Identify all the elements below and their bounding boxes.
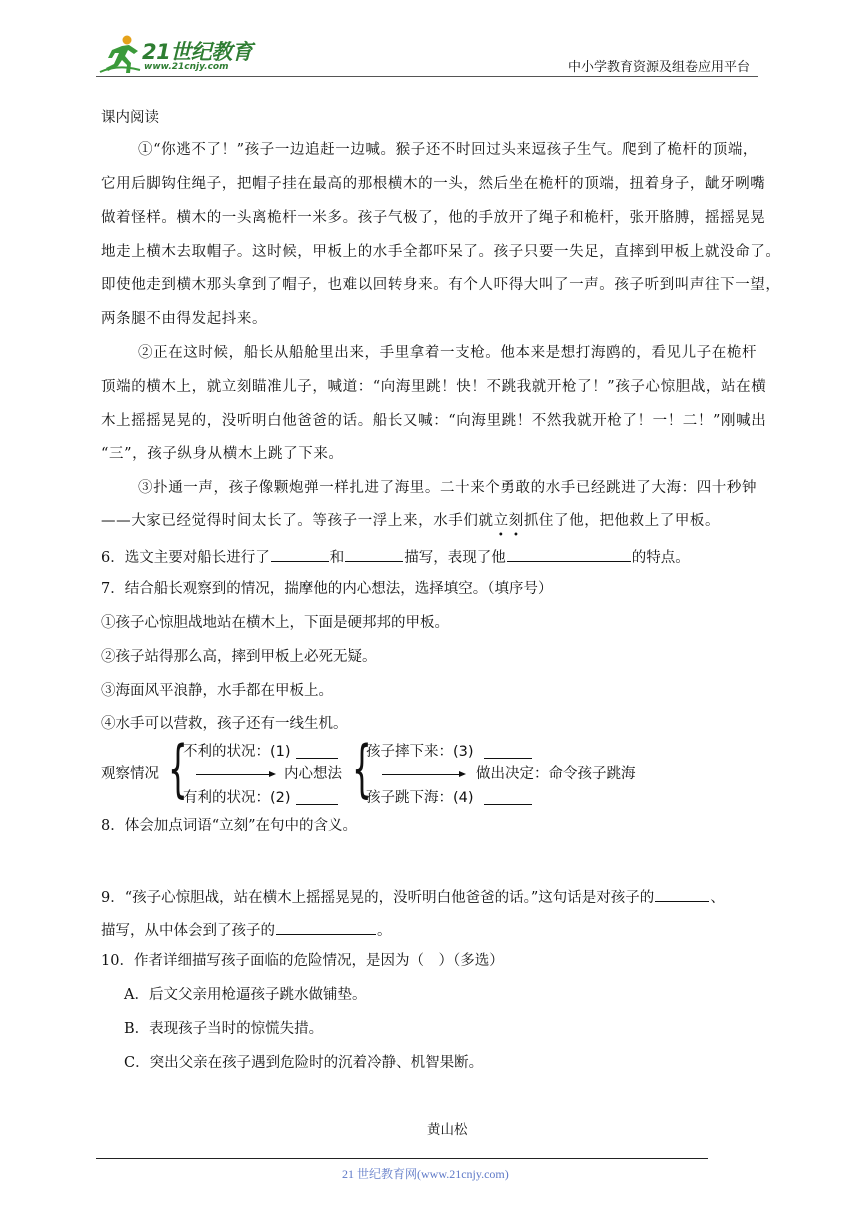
q6-text: 6．选文主要对船长进行了 xyxy=(101,550,270,566)
header-divider xyxy=(96,76,758,77)
answer-blank[interactable] xyxy=(507,545,631,562)
answer-blank[interactable] xyxy=(271,545,329,562)
q10-option-c[interactable]: C．突出父亲在孩子遇到危险时的沉着冷静、机智果断。 xyxy=(124,1055,484,1071)
passage-line: ①“你逃不了！”孩子一边追赶一边喊。猴子还不时回过头来逗孩子生气。爬到了桅杆的顶端， xyxy=(138,142,759,158)
platform-name: 中小学教育资源及组卷应用平台 xyxy=(568,60,751,75)
observe-label: 观察情况 xyxy=(101,766,159,782)
passage-line: 顶端的横木上，就立刻瞄准儿子，喊道：“向海里跳！快！不跳我就开枪了！”孩子心惊胆战，站在横 xyxy=(101,379,767,395)
dotted-char: 立 xyxy=(493,513,509,529)
passage-line xyxy=(101,511,720,531)
q7-option: ①孩子心惊胆战地站在横木上，下面是硬邦邦的甲板。 xyxy=(101,615,449,631)
section-title: 课内阅读 xyxy=(101,110,159,126)
left-brace: { xyxy=(168,732,188,805)
answer-blank[interactable] xyxy=(296,804,338,805)
question-9-cont xyxy=(101,918,392,941)
dotted-char: 刻 xyxy=(508,513,524,529)
runner-icon xyxy=(98,34,142,74)
question-9 xyxy=(101,885,725,908)
q10-option-b[interactable]: B．表现孩子当时的惊慌失措。 xyxy=(124,1021,324,1037)
passage-line: “三”，孩子纵身从横木上跳了下来。 xyxy=(101,446,344,462)
answer-blank[interactable] xyxy=(484,804,532,805)
good-situation-label: 有利的状况：(2) xyxy=(183,790,291,806)
q9-text: 。 xyxy=(377,923,392,939)
next-passage-title: 黄山松 xyxy=(427,1122,468,1138)
decision-label: 做出决定：命令孩子跳海 xyxy=(476,766,636,782)
q7-option: ②孩子站得那么高，摔到甲板上必死无疑。 xyxy=(101,649,377,665)
answer-blank[interactable] xyxy=(655,885,709,902)
passage-line: 即使他走到横木那头拿到了帽子，也难以回转身来。有个人吓得大叫了一声。孩子听到叫声往下一望， xyxy=(101,277,781,293)
question-7-stem: 7．结合船长观察到的情况，揣摩他的内心想法，选择填空。（填序号） xyxy=(101,581,553,597)
passage-line: 地走上横木去取帽子。这时候，甲板上的水手全都吓呆了。孩子只要一失足，直摔到甲板上就没命了。 xyxy=(101,244,781,260)
fall-label: 孩子摔下来：(3) xyxy=(366,744,474,760)
q6-text: 的特点。 xyxy=(631,550,690,566)
middle-brace: { xyxy=(352,732,372,805)
q7-option: ③海面风平浪静，水手都在甲板上。 xyxy=(101,683,333,699)
passage-line: 木上摇摇晃晃的，没听明白他爸爸的话。船长又喊：“向海里跳！不然我就开枪了！一！二！”刚喊出 xyxy=(101,413,767,429)
bad-situation-label: 不利的状况：(1) xyxy=(183,744,291,760)
q9-text: 描写，从中体会到了孩子的 xyxy=(101,923,275,939)
question-6 xyxy=(101,545,690,568)
passage-line: 两条腿不由得发起抖来。 xyxy=(101,311,268,327)
footer-divider xyxy=(96,1158,708,1159)
q7-option: ④水手可以营救，孩子还有一线生机。 xyxy=(101,716,348,732)
answer-blank[interactable] xyxy=(484,758,532,759)
passage-text: ——大家已经觉得时间太长了。等孩子一浮上来，水手们就 xyxy=(101,513,494,529)
arrow-to-mind xyxy=(196,774,274,775)
jump-label: 孩子跳下海：(4) xyxy=(366,790,474,806)
passage-line: ②正在这时候，船长从船舱里出来，手里拿着一支枪。他本来是想打海鸥的，看见儿子在桅杆 xyxy=(138,345,758,361)
q10-option-a[interactable]: A．后文父亲用枪逼孩子跳水做铺垫。 xyxy=(124,987,367,1003)
passage-text: 抓住了他，把他救上了甲板。 xyxy=(523,513,721,529)
logo-text: 21世纪教育 xyxy=(142,40,253,64)
q9-text: 9．“孩子心惊胆战，站在横木上摇摇晃晃的，没听明白他爸爸的话。”这句话是对孩子的 xyxy=(101,890,655,906)
q6-text: 描写，表现了他 xyxy=(404,550,506,566)
answer-blank[interactable] xyxy=(276,918,376,935)
answer-blank[interactable] xyxy=(345,545,403,562)
q9-text: 、 xyxy=(710,890,725,906)
passage-line: ③扑通一声，孩子像颗炮弹一样扎进了海里。二十来个勇敢的水手已经跳进了大海：四十秒钟 xyxy=(138,480,758,496)
footer-text: 21 世纪教育网(www.21cnjy.com) xyxy=(342,1167,509,1181)
q6-text: 和 xyxy=(329,550,345,566)
passage-line: 做着怪样。横木的一头离桅杆一米多。孩子气极了，他的手放开了绳子和桅杆，张开胳膊，摇摇晃晃 xyxy=(101,210,766,226)
logo-url: www.21cnjy.com xyxy=(144,62,229,72)
question-8: 8．体会加点词语“立刻”在句中的含义。 xyxy=(101,818,358,834)
question-10-stem: 10．作者详细描写孩子面临的危险情况，是因为（ ）（多选） xyxy=(101,953,504,969)
passage-line: 它用后脚钩住绳子，把帽子挂在最高的那根横木的一头，然后坐在桅杆的顶端，扭着身子，龇牙咧嘴 xyxy=(101,176,766,192)
answer-blank[interactable] xyxy=(296,758,338,759)
arrow-to-decision xyxy=(382,774,464,775)
mind-label: 内心想法 xyxy=(284,766,342,782)
logo xyxy=(98,34,258,76)
